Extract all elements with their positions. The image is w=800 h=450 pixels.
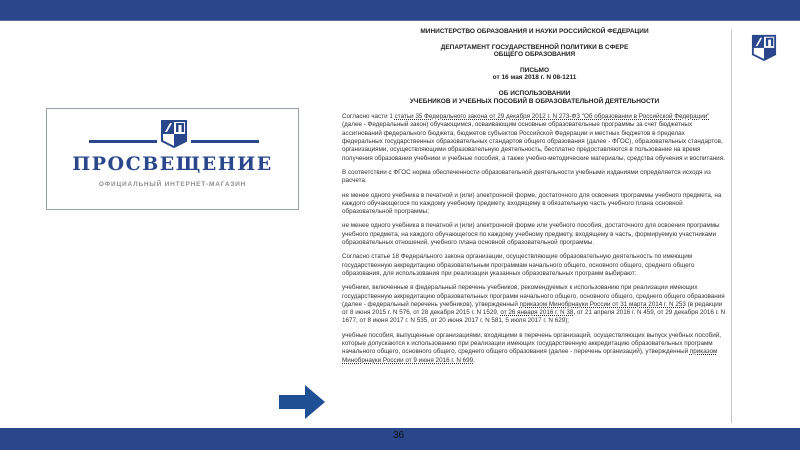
paragraph-2: В соответствии с ФГОС норма обеспеченности образовательной деятельности учебными изданиями определяется исходя из расчета:	[342, 168, 711, 185]
logo-line-right	[191, 140, 259, 143]
arrow-right-icon	[279, 385, 325, 419]
p6-text-post: , от 21 апреля 2016 г. N 459, от 29 декабря 2016 г. N 1677, от 8 июня 2017 г. N 535, от 20 июня 2017 г. N 581, 5 июля 2017 г. N 629);	[342, 309, 726, 325]
ministry-heading: МИНИСТЕРСТВО ОБРАЗОВАНИЯ И НАУКИ РОССИЙСКОЙ ФЕДЕРАЦИИ	[420, 28, 649, 35]
paragraph-6	[342, 284, 727, 325]
p6-text-mid: (в редакции от 8 июня 2015 г. N 576, от 28 декабря 2015 г. N 1529,	[342, 300, 723, 317]
order-699-link[interactable]: приказом Минобрнауки России от 9 июня 2016 г. N 699	[342, 348, 718, 364]
top-banner	[0, 0, 800, 21]
logo-line-left	[89, 140, 157, 143]
p6-text-pre: учебники, включенные в федеральный перечень учебников, рекомендуемых к использованию при реализации имеющих государственную аккредитацию образовательных программ начального общего, основного общего, среднего общего образования (далее - федеральный перечень учебников), утвержденный	[342, 284, 725, 308]
p7-text-post: .	[473, 356, 475, 364]
p1-text-pre: Согласно части 1	[342, 113, 395, 121]
vertical-divider	[731, 30, 732, 423]
order-38-link[interactable]: от 26 января 2016 г. N 38	[500, 309, 574, 317]
letter-document	[342, 28, 727, 365]
federal-law-273-link[interactable]: статьи 35 Федерального закона от 29 декабря 2012 г. N 273-ФЗ "Об образовании в Российской Федерации"	[394, 113, 710, 121]
p1-text-post: (далее - Федеральный закон) обучающимся, осваивающим основные образовательные программы за счет бюджетных ассигнований федерального бюджета, бюджетов субъектов Российской Федерации и местных бюджетов в пределах федеральных государственных образовательных стандартов общего образования (далее - ФГОС), образовательных стандартов, организациями, осуществляющими образовательную деятельность, бесплатно предоставляются в пользование на время получения образования учебники и учебные пособия, а также учебно-методические материалы, средства обучения и воспитания.	[342, 121, 725, 162]
logo-title: ПРОСВЕЩЕНИЕ	[72, 153, 273, 175]
order-253-link[interactable]: приказом Минобрнауки России от 31 марта 2014 г. N 253	[519, 300, 686, 308]
letter-label: ПИСЬМО	[519, 66, 550, 74]
p7-text-pre: учебные пособия, выпущенные организациями, входящими в перечень организаций, осуществляющих выпуск учебных пособий, которые допускаются к использованию при реализации имеющих государственную аккредитацию образовательных программ начального общего, основного общего, среднего общего образования (далее - перечень организаций), утвержденный	[342, 331, 721, 356]
prosveshchenie-shield-icon	[751, 32, 777, 62]
paragraph-5: Согласно статье 18 Федерального закона организации, осуществляющие образовательную деятельность по имеющим государственную аккредитацию образовательным программам начального общего, основного общего, среднего общего образования, для использования при реализации указанных образовательных программ выбирают:	[342, 253, 695, 277]
subject-line1: ОБ ИСПОЛЬЗОВАНИИ	[498, 89, 571, 97]
paragraph-4: не менее одного учебника в печатной и (или) электронной форме или учебного пособия, достаточного для освоения программы учебного предмета, на каждого обучающегося по каждому учебному предмету, входящему в часть, формируемую участниками образовательных отношений, учебного плана основной образовательной программы.	[342, 222, 720, 247]
department-heading-line2: ОБЩЕГО ОБРАЗОВАНИЯ	[493, 51, 576, 59]
letter-date: от 16 мая 2018 г. N 08-1211	[492, 74, 577, 82]
prosveshchenie-shield-icon	[160, 117, 188, 149]
paragraph-7	[342, 332, 727, 365]
paragraph-1	[342, 113, 727, 163]
department-heading-line1: ДЕПАРТАМЕНТ ГОСУДАРСТВЕННОЙ ПОЛИТИКИ В СФЕРЕ	[440, 43, 629, 51]
subject-line2: УЧЕБНИКОВ И УЧЕБНЫХ ПОСОБИЙ В ОБРАЗОВАТЕЛЬНОЙ ДЕЯТЕЛЬНОСТИ	[409, 97, 660, 105]
logo-subtitle: ОФИЦИАЛЬНЫЙ ИНТЕРНЕТ-МАГАЗИН	[98, 181, 247, 188]
paragraph-3: не менее одного учебника в печатной и (или) электронной форме, достаточного для освоения программы учебного предмета, на каждого обучающегося по каждому учебному предмету, входящему в обязательную часть учебного плана основной образовательной программы;	[342, 191, 722, 216]
page-number: 36	[393, 430, 405, 441]
prosveshchenie-logo-card	[46, 108, 299, 210]
